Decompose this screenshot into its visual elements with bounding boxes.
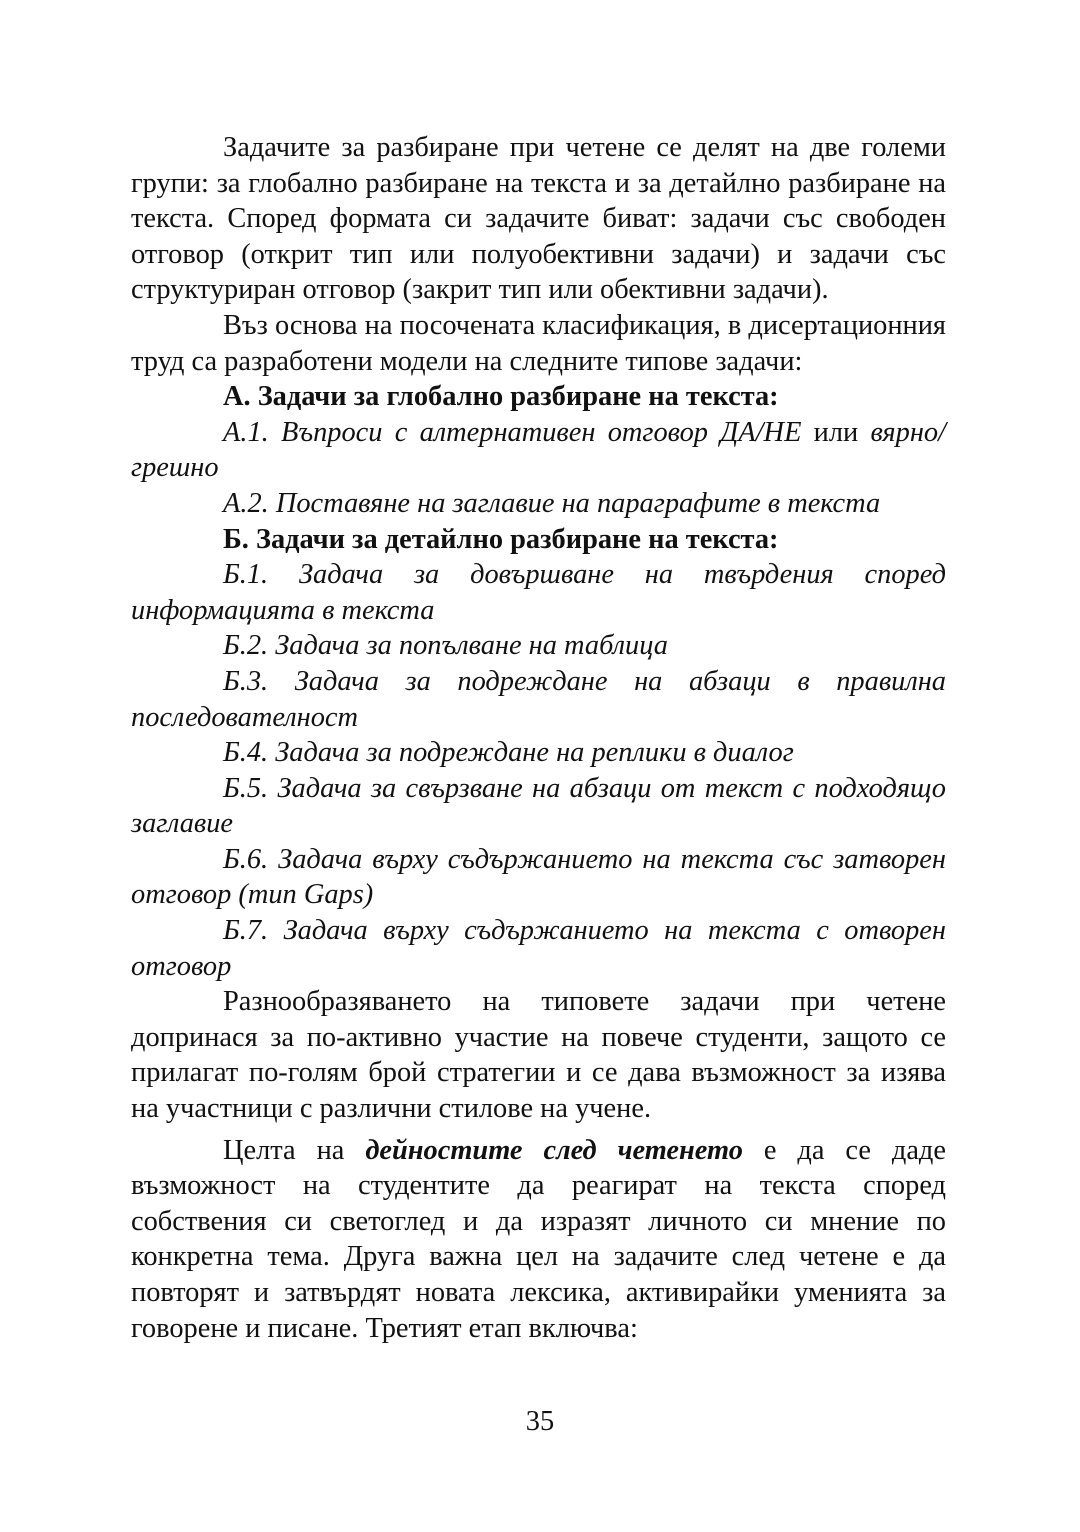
- section-b-heading: Б. Задачи за детайлно разбиране на текста:: [223, 523, 779, 555]
- list-item-a1-main: А.1. Въпроси с алтернативен отговор ДА/НЕ: [223, 416, 802, 448]
- list-item-b4: Б.4. Задача за подреждане на реплики в диалог: [223, 737, 794, 769]
- list-item-a1: [131, 415, 946, 486]
- post-reading-rest: е да се даде възможност на студентите да реагират на текста според собствения си светоглед и да изразят личното си мнение по конкретна тема. Друга важна цел на задачите след четене е да повторят и затвърдят новата лексика, активирайки уменията за говорене и писане. Третият етап включва:: [131, 1134, 946, 1344]
- post-reading-lead: Целта на: [223, 1134, 366, 1166]
- paragraph-post-reading: [131, 1133, 946, 1347]
- list-item-a1-alt: вярно/грешно: [131, 416, 946, 484]
- page-body: [131, 130, 946, 1346]
- list-item-b3: Б.3. Задача за подреждане на абзаци в правилна последователност: [131, 665, 946, 733]
- section-a-heading: А. Задачи за глобално разбиране на текста:: [223, 381, 779, 413]
- list-item-b1: Б.1. Задача за довършване на твърдения според информацията в текста: [131, 559, 946, 626]
- list-item-b6: Б.6. Задача върху съдържанието на текста със затворен отговор (тип Gaps): [131, 843, 946, 911]
- list-item-b5: Б.5. Задача за свързване на абзаци от текст с подходящо заглавие: [131, 772, 946, 840]
- list-item-a2: А.2. Поставяне на заглавие на параграфите в текста: [223, 487, 881, 519]
- paragraph-reading-task-groups: Задачите за разбиране при четене се делят на две големи групи: за глобално разбиране на текста и за детайлно разбиране на текста. Според формата си задачите биват: задачи със свободен отговор (открит тип или полуобективни задачи) и задачи със структуриран отговор (закрит тип или обективни задачи).: [131, 132, 946, 306]
- list-item-b2: Б.2. Задача за попълване на таблица: [223, 630, 668, 662]
- paragraph-classification-intro: Въз основа на посочената класификация, в дисертационния труд са разработени модели на следните типове задачи:: [131, 309, 946, 377]
- page-number: 35: [525, 1406, 555, 1437]
- list-item-b7: Б.7. Задача върху съдържанието на текста с отворен отговор: [131, 915, 946, 982]
- list-item-a1-connector: или: [801, 416, 871, 448]
- paragraph-task-variety: Разнообразяването на типовете задачи при четене допринася за по-активно участие на повече студенти, защото се прилагат по-голям брой стратегии и се дава възможност за изява на участници с различни стилове на учене.: [131, 986, 946, 1125]
- post-reading-emphasis: дейностите след четенето: [365, 1134, 743, 1166]
